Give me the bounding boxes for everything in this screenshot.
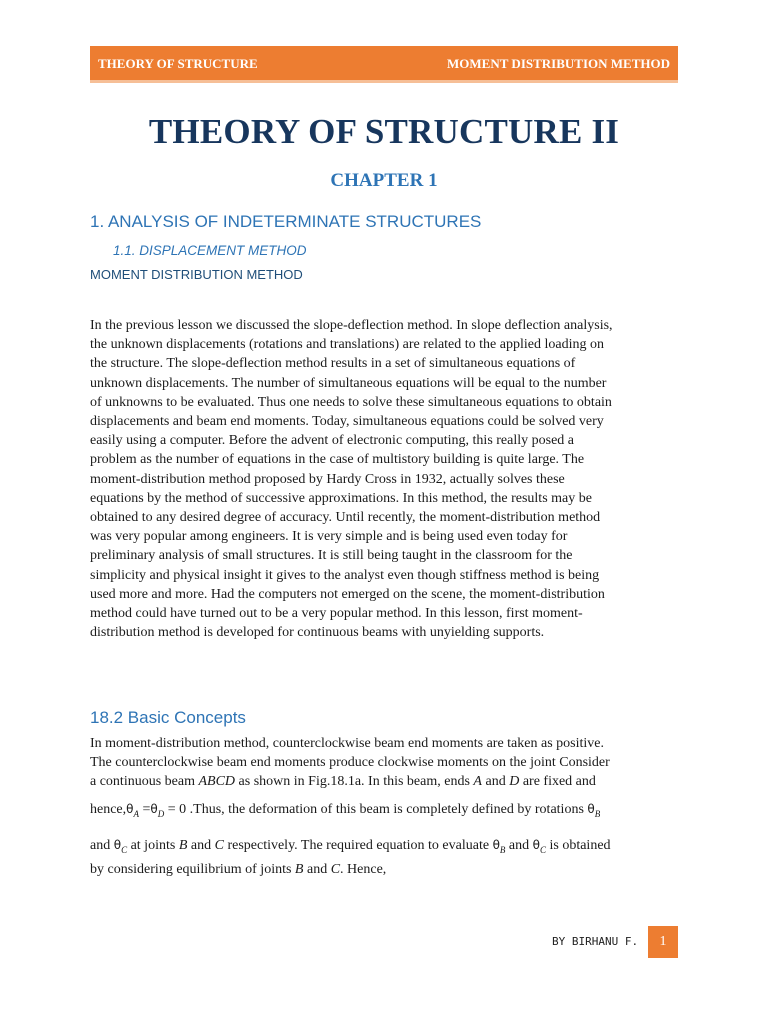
paragraph-line: The counterclockwise beam end moments produce clockwise moments on the joint Consider <box>90 755 610 771</box>
paragraph-line: a continuous beam ABCD as shown in Fig.18.1a. In this beam, ends A and D are fixed and <box>90 774 596 790</box>
header-left-title: THEORY OF STRUCTURE <box>98 56 258 71</box>
theta-symbol: θ <box>126 801 134 816</box>
paragraph-line: $hence,\theta_A =\theta_D = 0$ .Thus, the deformation of this beam is completely defined by rotations $\theta_B$ <box>90 801 601 819</box>
paragraph-line: displacements and beam end moments. Today, simultaneous equations could be solved very <box>90 414 604 430</box>
paragraph-line: by considering equilibrium of joints B and C. Hence, <box>90 861 387 877</box>
paragraph-line: distribution method is developed for continuous beams with unyielding supports. <box>90 625 545 641</box>
paragraph-line: was very popular among engineers. It is very simple and is being used even today for <box>90 529 568 545</box>
basic-concepts-paragraph <box>90 734 680 879</box>
footer-author: BY BIRHANU F. <box>552 935 639 948</box>
section-heading-1: 1. ANALYSIS OF INDETERMINATE STRUCTURES <box>90 212 482 231</box>
paragraph-line: In the previous lesson we discussed the slope-deflection method. In slope deflection analysis, <box>90 318 613 333</box>
theta-symbol: θ <box>532 837 540 852</box>
paragraph-line: of unknowns to be evaluated. Thus one needs to solve these simultaneous equations to obtain <box>90 394 612 410</box>
theta-symbol: θ <box>587 801 595 816</box>
page-number: 1 <box>648 926 678 958</box>
theta-symbol: θ <box>492 837 500 852</box>
theta-symbol: θ <box>150 801 158 816</box>
paragraph-line: obtained to any desired degree of accuracy. Until recently, the moment-distribution method <box>90 510 601 526</box>
subsection-heading: MOMENT DISTRIBUTION METHOD <box>90 267 303 282</box>
paragraph-line: the structure. The slope-deflection method results in a set of simultaneous equations of <box>90 356 576 372</box>
paragraph-line: easily using a computer. Before the advent of electronic computing, this really posed a <box>90 433 575 449</box>
page-header <box>90 46 678 80</box>
header-right-title: MOMENT DISTRIBUTION METHOD <box>447 56 670 71</box>
paragraph-line: preliminary analysis of small structures. It is still being taught in the classroom for the <box>90 548 573 564</box>
chapter-heading: CHAPTER 1 <box>330 170 438 191</box>
paragraph-line: used more and more. Had the computers not emerged on the scene, the moment-distribution <box>90 586 605 602</box>
document-title: THEORY OF STRUCTURE II <box>148 112 620 151</box>
paragraph-line: simplicity and physical insight it gives to the analyst even though stiffness method is being <box>90 567 600 583</box>
paragraph-line: moment-distribution method proposed by Hardy Cross in 1932, actually solves these <box>90 471 565 487</box>
paragraph-line: and $\theta_C$ at joints B and C respectively. The required equation to evaluate $\theta_B$ and $\theta_C$ is obtained <box>90 837 611 855</box>
paragraph-line: problem as the number of equations in the case of multistory building is quite large. The <box>90 452 585 468</box>
paragraph-line: In moment-distribution method, counterclockwise beam end moments are taken as positive. <box>90 736 604 751</box>
intro-paragraph <box>90 316 680 642</box>
theta-symbol: θ <box>113 837 122 852</box>
basic-concepts-heading: 18.2 Basic Concepts <box>90 708 246 727</box>
paragraph-line: method could have turned out to be a very popular method. In this lesson, first moment- <box>90 606 583 622</box>
section-heading-1-1: 1.1. DISPLACEMENT METHOD <box>113 243 307 258</box>
paragraph-line: unknown displacements. The number of simultaneous equations will be equal to the number <box>90 375 607 391</box>
paragraph-line: the unknown displacements (rotations and translations) are related to the applied loading on <box>90 337 604 353</box>
paragraph-line: equations by the method of successive approximations. In this method, the results may be <box>90 490 592 506</box>
